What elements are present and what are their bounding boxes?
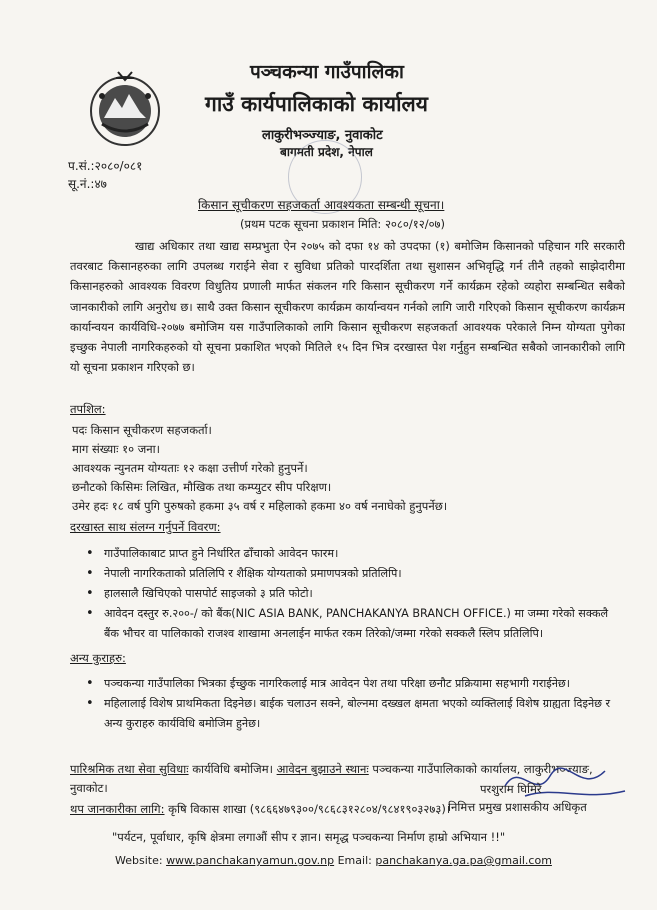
other-heading: अन्य कुराहरु: (70, 651, 126, 665)
detail-line: माग संख्याः १० जना। (72, 442, 160, 456)
list-item: • गाउँपालिकाबाट प्राप्त हुने निर्धारित ढाँचाको आवेदन फारम। (78, 544, 618, 564)
place-value: पञ्चकन्या गाउँपालिकाको कार्यालय, लाकुरीभञ्ज्याङ, (372, 762, 593, 776)
notice-body: खाद्य अधिकार तथा खाद्य सम्प्रभुता ऐन २०७५ को दफा १४ को उपदफा (१) बमोजिम किसानको पहिचान गरि सरकारी तवरबाट किसानहरुका लागि उपलब्ध गराईने सेवा र सुविधा प्रतिको पारदर्शिता तथा सुशासन अभिवृद्धि गर्न तीनै तहको साझेदारीमा किसानहरुको आवश्यक विवरण विधुतिय प्रणाली मार्फत संकलन गरि किसान सूचीकरण गर्ने कार्यक्रम रहेको व्यहोरा सम्बन्धित सबैको जानकारीको लागि अनुरोध छ। साथै उक्त किसान सूचीकरण कार्यक्रम कार्यान्वयन गर्नको लागि जारी गरिएको किसान सूचीकरण कार्यक्रम कार्यान्वयन कार्यविधि-२०७७ बमोजिम यस गाउँपालिकाको लागि किसान सूचीकरण सहजकर्ता आवश्यक परेकाले निम्न योग्यता पुगेका इच्छुक नेपाली नागरिकहरुको यो सूचना प्रकाशित भएको मितिले १५ दिन भित्र दरखास्त पेश गर्नुहुन सम्बन्धित सबैको जानकारीको लागि यो सूचना प्रकाशन गरिएको छ। (70, 239, 625, 375)
notice-title: किसान सूचीकरण सहजकर्ता आवश्यकता सम्बन्धी सूचना। (198, 198, 445, 212)
signer-name: परशुराम घिमिरे (480, 782, 542, 796)
place-label: आवेदन बुझाउने स्थानः (276, 762, 369, 776)
office-province: बागमती प्रदेश, नेपाल (280, 145, 373, 159)
detail-line: आवश्यक न्युनतम योग्यताः १२ कक्षा उत्तीर्ण गरेको हुनुपर्ने। (72, 461, 308, 475)
email-label: Email: (337, 854, 372, 867)
website-label: Website: (115, 854, 163, 867)
org-name: पञ्चकन्या गाउँपालिका (250, 61, 404, 83)
nepal-emblem-icon (82, 66, 168, 152)
remuneration-value: कार्यविधि बमोजिम। (192, 762, 273, 776)
list-item: • पञ्चकन्या गाउँपालिका भित्रका ईच्छुक नागरिकलाई मात्र आवेदन पेश तथा परिक्षा छनौट प्रक्रियामा सहभागी गराईनेछ। (78, 674, 613, 694)
website-link[interactable]: www.panchakanyamun.gov.np (166, 854, 335, 867)
reference-number: प.सं.:२०८०/०८१ (68, 159, 143, 173)
detail-line: उमेर हदः १८ वर्ष पुगि पुरुषको हकमा ३५ वर्ष र महिलाको हकमा ४० वर्ष ननाघेको हुनुपर्नेछ। (72, 499, 448, 513)
list-item: • नेपाली नागरिकताको प्रतिलिपि र शैक्षिक योग्यताको प्रमाणपत्रको प्रतिलिपि। (78, 564, 618, 584)
documents-list (78, 544, 618, 644)
footer-contacts (115, 854, 552, 867)
dispatch-number: सू.नं.:४७ (68, 177, 107, 191)
contact-label: थप जानकारीका लागि: (70, 802, 165, 816)
signer-role: निमित्त प्रमुख प्रशासकीय अधिकृत (448, 800, 587, 814)
email-link[interactable]: panchakanya.ga.pa@gmail.com (375, 854, 552, 867)
office-name: गाउँ कार्यपालिकाको कार्यालय (205, 92, 428, 116)
contact-value: कृषि विकास शाखा (९८६६४७९३००/९८६८३१२८०४/९८४१९०३२७३)। (168, 802, 451, 816)
contact-line (70, 802, 450, 817)
footer-slogan: "पर्यटन, पूर्वाधार, कृषि क्षेत्रमा लगाऔं सीप र ज्ञान। समृद्ध पञ्चकन्या निर्माण हाम्रो अभियान !!" (112, 830, 506, 844)
notice-subtitle: (प्रथम पटक सूचना प्रकाशन मिति: २०८०/१२/०७) (240, 217, 446, 231)
place-value-2: नुवाकोट। (70, 781, 108, 795)
detail-line: छनौटको किसिमः लिखित, मौखिक तथा कम्प्युटर सीप परिक्षण। (72, 480, 332, 494)
office-place: लाकुरीभञ्ज्याङ, नुवाकोट (262, 128, 383, 143)
detail-line: पदः किसान सूचीकरण सहजकर्ता। (72, 423, 212, 437)
list-item: • महिलालाई विशेष प्राथमिकता दिइनेछ। बाईक चलाउन सक्ने, बोल्नमा दख्खल क्षमता भएको व्यक्तिलाई विशेष ग्राह्यता दिइनेछ र अन्य कुराहरु कार्यविधि बमोजिम हुनेछ। (78, 694, 613, 734)
remuneration-label: पारिश्रमिक तथा सेवा सुविधाः (70, 762, 189, 776)
list-item: • आवेदन दस्तुर रु.२००-/ को बैंक(NIC ASIA BANK, PANCHAKANYA BRANCH OFFICE.) मा जम्मा गरेको सक्कलै बैंक भौचर वा पालिकाको राजश्व शाखामा अनलाईन मार्फत रकम तिरेको/जम्मा गरेको सक्कलै स्लिप प्रतिलिपि। (78, 604, 618, 644)
details-heading: तपशिल: (70, 402, 106, 416)
other-list (78, 674, 613, 734)
list-item: • हालसालै खिचिएको पासपोर्ट साइजको ३ प्रति फोटो। (78, 584, 618, 604)
documents-heading: दरखास्त साथ संलग्न गर्नुपर्ने विवरण: (70, 520, 221, 534)
